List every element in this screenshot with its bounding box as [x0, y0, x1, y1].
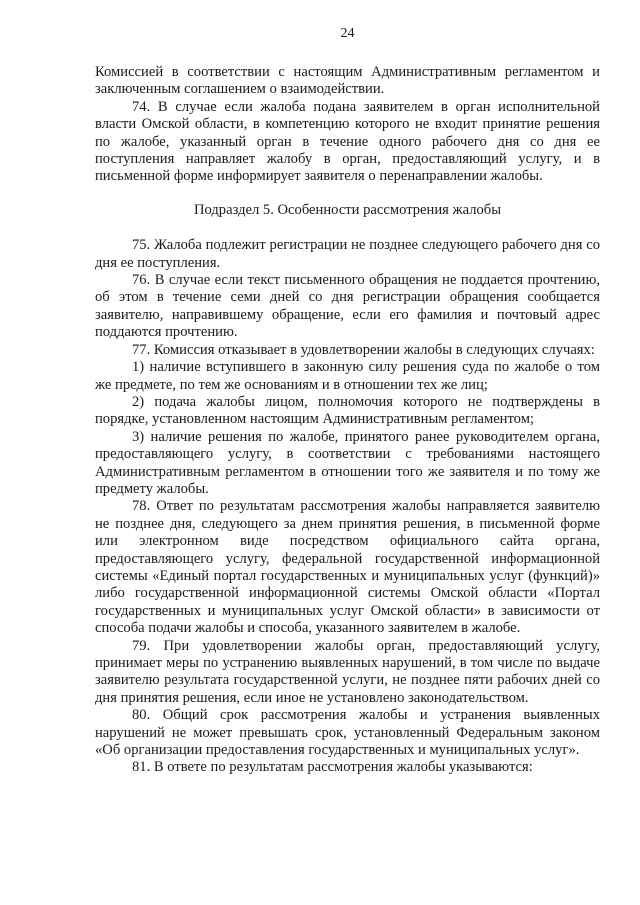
paragraph-74: 74. В случае если жалоба подана заявителем в орган исполнительной власти Омской области, в компетенцию которого не входит принятие решения по жалобе, указанный орган в течение одного рабочего дня со дня ее поступления направляет жалобу в орган, предоставляющий услугу, и в письменной форме информирует заявителя о перенаправлении жалобы.: [95, 98, 600, 185]
paragraph-79: 79. При удовлетворении жалобы орган, предоставляющий услугу, принимает меры по устранению выявленных нарушений, в том числе по выдаче заявителю результата государственной услуги, не позднее пяти рабочих дней со дня принятия решения, если иное не установлено законодательством.: [95, 637, 600, 706]
paragraph-78: 78. Ответ по результатам рассмотрения жалобы направляется заявителю не позднее дня, следующего за днем принятия решения, в письменной форме или электронном виде посредством официального сайта органа, предоставляющего услугу, федеральной государственной информационной системы «Единый портал государственных и муниципальных услуг (функций)» либо государственной информационной системы Омской области «Портал государственных и муниципальных услуг Омской области» в зависимости от способа подачи жалобы и способа, указанного заявителем в жалобе.: [95, 498, 600, 637]
page-number: 24: [340, 26, 355, 41]
paragraph-continuation: Комиссией в соответствии с настоящим Административным регламентом и заключенным соглашением о взаимодействии.: [95, 64, 600, 98]
paragraph-75: 75. Жалоба подлежит регистрации не позднее следующего рабочего дня со дня ее поступления.: [95, 237, 600, 271]
paragraph-77-item-2: 2) подача жалобы лицом, полномочия которого не подтверждены в порядке, установленном настоящим Административным регламентом;: [95, 393, 600, 428]
subsection-title: Подраздел 5. Особенности рассмотрения жалобы: [193, 201, 502, 218]
paragraph-81: 81. В ответе по результатам рассмотрения жалобы указываются:: [132, 759, 533, 776]
paragraph-80: 80. Общий срок рассмотрения жалобы и устранения выявленных нарушений не может превышать срок, установленный Федеральным законом «Об организации предоставления государственных и муниципальных услуг».: [95, 707, 600, 759]
paragraph-77-item-1: 1) наличие вступившего в законную силу решения суда по жалобе о том же предмете, по тем же основаниям и в отношении тех же лиц;: [95, 359, 600, 393]
paragraph-76: 76. В случае если текст письменного обращения не поддается прочтению, об этом в течение семи дней со дня регистрации обращения сообщается заявителю, направившему обращение, если его фамилия и почтовый адрес поддаются прочтению.: [95, 272, 600, 341]
paragraph-77-item-3: 3) наличие решения по жалобе, принятого ранее руководителем органа, предоставляющего услугу, в соответствии с требованиями настоящего Административным регламентом в отношении того же заявителя и по тому же предмету жалобы.: [95, 428, 600, 497]
paragraph-77: 77. Комиссия отказывает в удовлетворении жалобы в следующих случаях:: [132, 341, 595, 358]
